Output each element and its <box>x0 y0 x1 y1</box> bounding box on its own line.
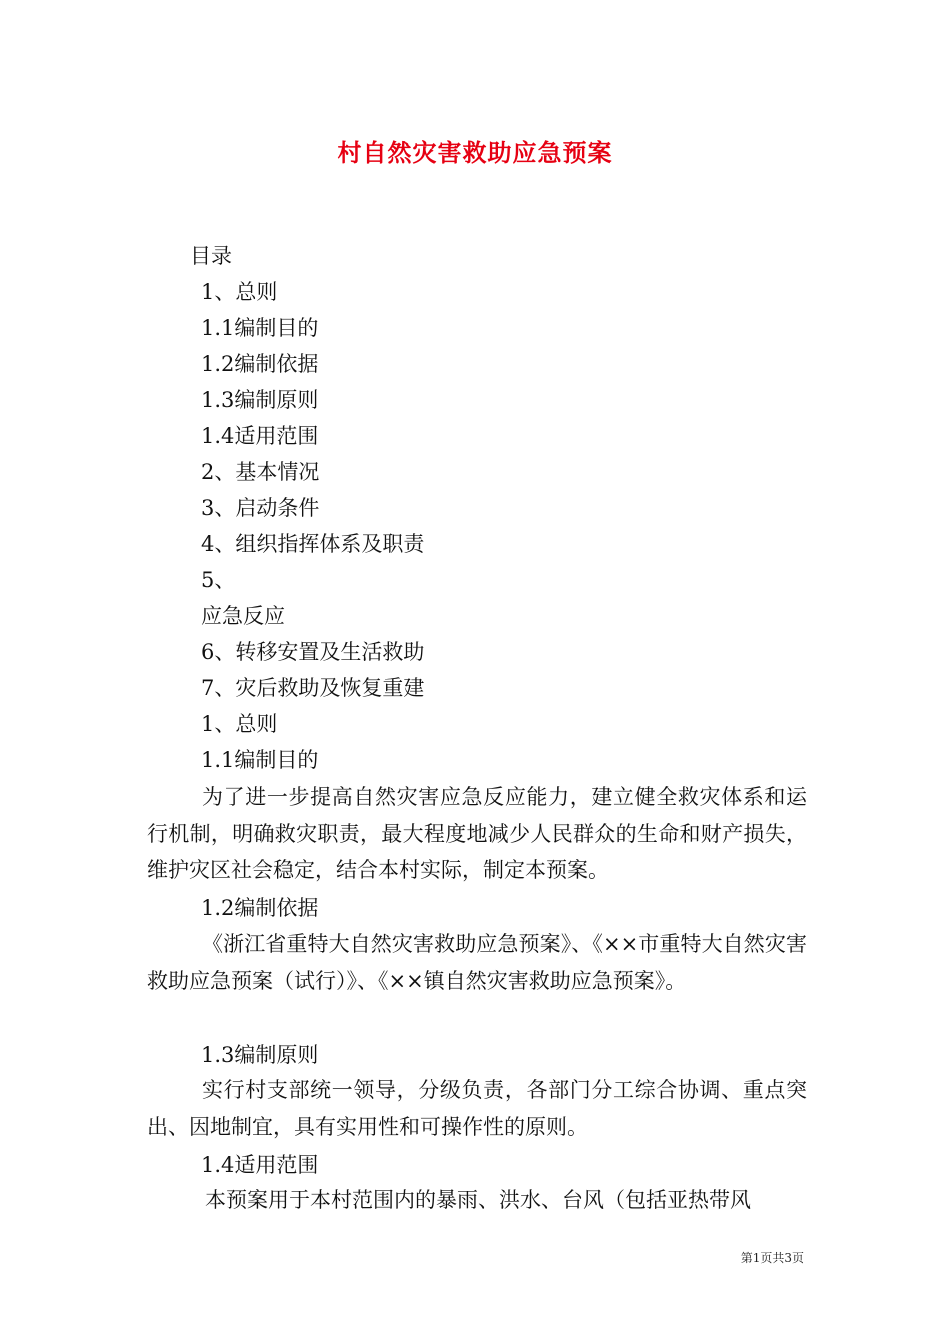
section-heading: 1.2编制依据 <box>201 896 319 920</box>
toc-item: 7、灾后救助及恢复重建 <box>201 676 425 700</box>
paragraph-basis: 《浙江省重特大自然灾害救助应急预案》、《××市重特大自然灾害救助应急预案（试行）》、《××镇自然灾害救助应急预案》。 <box>147 932 807 993</box>
section-heading: 1.1编制目的 <box>201 748 319 772</box>
toc-item: 3、启动条件 <box>201 496 320 520</box>
toc-item: 1.4适用范围 <box>201 424 319 448</box>
toc-item: 2、基本情况 <box>201 460 320 484</box>
toc-item: 1.1编制目的 <box>201 316 319 340</box>
toc-item: 1.2编制依据 <box>201 352 319 376</box>
paragraph-principles: 实行村支部统一领导，分级负责，各部门分工综合协调、重点突出、因地制宜，具有实用性和可操作性的原则。 <box>147 1078 807 1139</box>
page-number: 第1页共3页 <box>740 1251 804 1265</box>
toc-heading: 目录 <box>190 244 232 268</box>
toc-item: 1.3编制原则 <box>201 388 319 412</box>
paragraph-scope: 本预案用于本村范围内的暴雨、洪水、台风（包括亚热带风 <box>205 1188 751 1212</box>
document-title: 村自然灾害救助应急预案 <box>337 138 613 167</box>
toc-item: 应急反应 <box>201 604 285 628</box>
section-heading: 1、总则 <box>201 712 278 736</box>
section-heading: 1.3编制原则 <box>201 1043 319 1067</box>
section-heading: 1.4适用范围 <box>201 1153 319 1177</box>
paragraph-purpose: 为了进一步提高自然灾害应急反应能力，建立健全救灾体系和运行机制，明确救灾职责，最大程度地减少人民群众的生命和财产损失，维护灾区社会稳定，结合本村实际，制定本预案。 <box>147 785 807 882</box>
toc-item: 1、总则 <box>201 280 278 304</box>
toc-item: 5、 <box>201 568 236 592</box>
toc-item: 6、转移安置及生活救助 <box>201 640 425 664</box>
toc-item: 4、组织指挥体系及职责 <box>201 532 425 556</box>
